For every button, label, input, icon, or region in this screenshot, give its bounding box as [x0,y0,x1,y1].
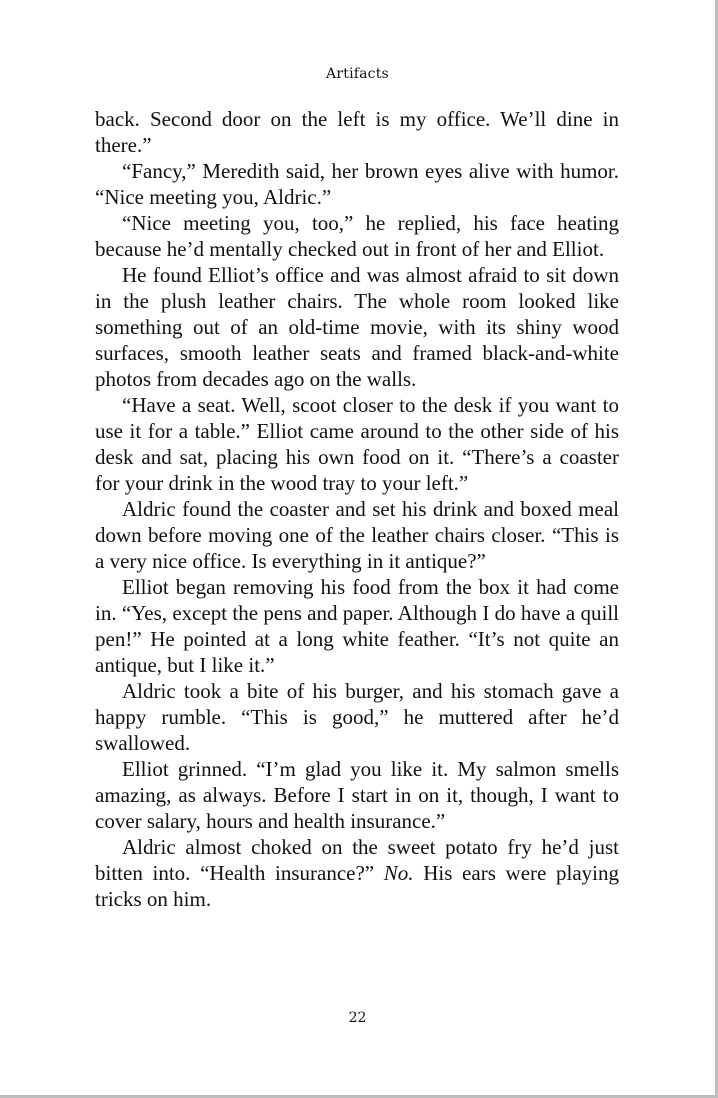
paragraph-10 [95,834,619,912]
paragraph-6: Aldric found the coaster and set his drink and boxed meal down before moving one of the leather chairs closer. “This is a very nice office. Is everything in it antique?” [95,497,619,573]
paragraph-1: back. Second door on the left is my office. We’ll dine in there.” [95,107,619,157]
running-title: Artifacts [326,66,389,82]
paragraph-3: “Nice meeting you, too,” he replied, his face heating because he’d mentally checked out in front of her and Elliot. [95,211,619,261]
paragraph-10-italic: No. [383,861,414,885]
paragraph-9: Elliot grinned. “I’m glad you like it. My salmon smells amazing, as always. Before I start in on it, though, I want to cover salary, hours and health insurance.” [95,757,619,833]
paragraph-10-end: His ears were playing tricks on him. [95,861,619,911]
paragraph-2: “Fancy,” Meredith said, her brown eyes alive with humor. “Nice meeting you, Aldric.” [95,159,619,209]
body-text [95,106,619,912]
paragraph-8: Aldric took a bite of his burger, and his stomach gave a happy rumble. “This is good,” he muttered after he’d swallowed. [95,679,619,755]
page-number: 22 [348,1010,367,1026]
paragraph-5: “Have a seat. Well, scoot closer to the desk if you want to use it for a table.” Elliot came around to the other side of his desk and sat, placing his own food on it. “There’s a coaster for your drink in the wood tray to your left.” [95,393,619,495]
paragraph-7: Elliot began removing his food from the box it had come in. “Yes, except the pens and paper. Although I do have a quill pen!” He pointed at a long white feather. “It’s not quite an antique, but I like it.” [95,575,619,677]
paragraph-10-start: Aldric almost choked on the sweet potato fry he’d just bitten into. “Health insurance?” [95,835,619,885]
paragraph-4: He found Elliot’s office and was almost afraid to sit down in the plush leather chairs. The whole room looked like something out of an old-time movie, with its shiny wood surfaces, smooth leather seats and framed black-and-white photos from decades ago on the walls. [95,263,619,391]
